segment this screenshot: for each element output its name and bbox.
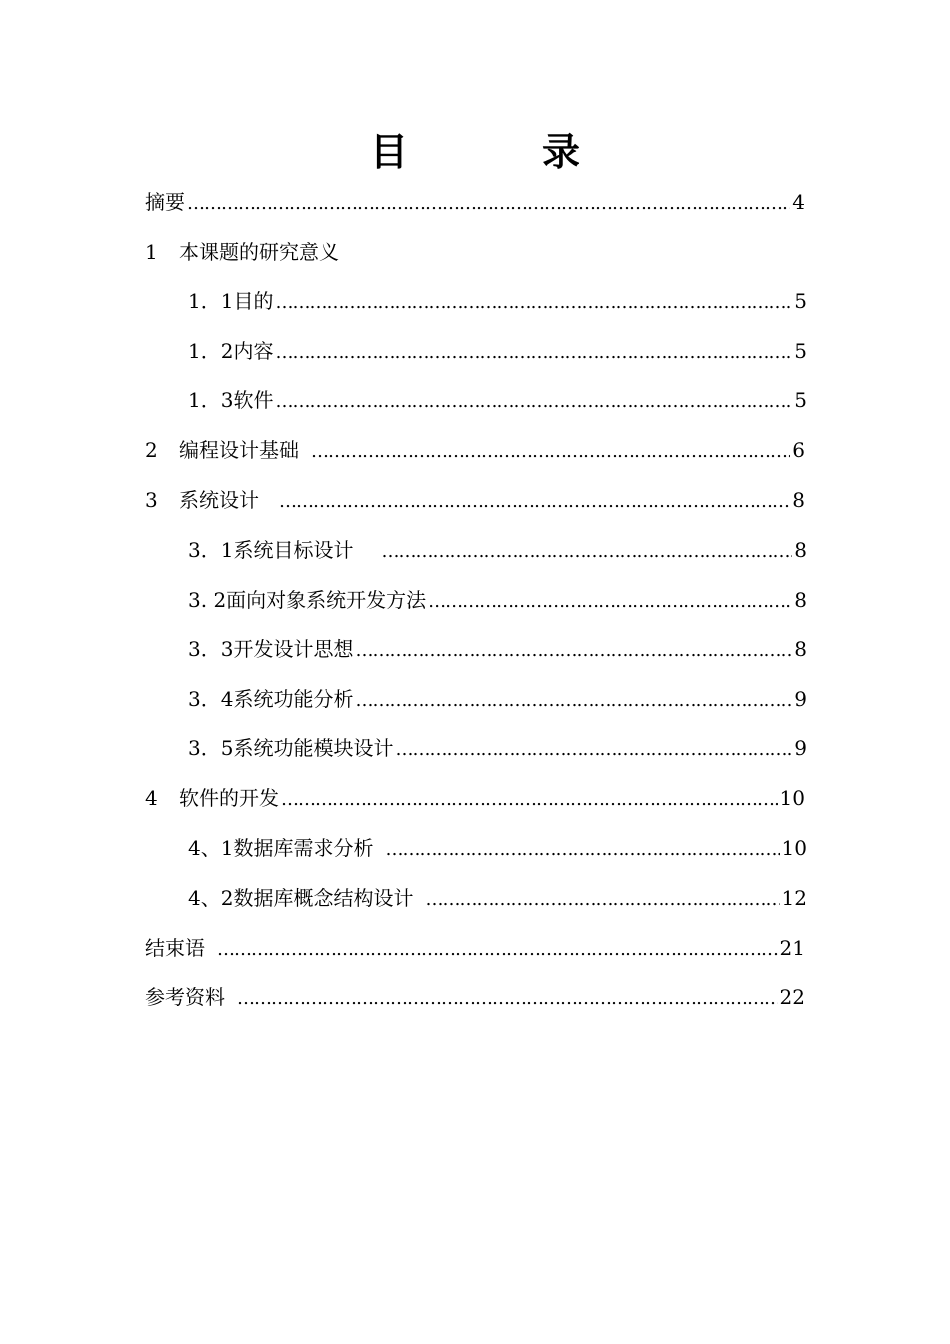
toc-entry-label: 本课题的研究意义: [179, 240, 339, 264]
toc-leader: [355, 635, 792, 667]
toc-entry-1-1[interactable]: [188, 285, 807, 317]
toc-entry-label: 1．3软件: [188, 388, 274, 412]
toc-leader: [275, 337, 792, 369]
toc-entry-1-3[interactable]: [188, 384, 807, 416]
toc-entry-page: 5: [794, 289, 807, 313]
toc-entry-page: 21: [779, 936, 805, 960]
toc-leader: [395, 734, 792, 766]
toc-entry-label: 系统设计: [179, 488, 259, 512]
toc-entry-section-number: 2: [145, 438, 158, 462]
toc-entry-label: 摘要: [145, 190, 185, 214]
toc-leader: [275, 386, 792, 418]
toc-entry-abstract[interactable]: [145, 186, 805, 218]
toc-entry-chapter-4[interactable]: [145, 782, 805, 814]
toc-entry-4-2[interactable]: [188, 882, 807, 914]
toc-entry-page: 5: [794, 388, 807, 412]
toc-entry-page: 10: [781, 836, 807, 860]
toc-entry-label: 编程设计基础: [179, 438, 299, 462]
toc-entry-page: 12: [781, 886, 807, 910]
toc-entry-1-2[interactable]: [188, 335, 807, 367]
toc-leader: [275, 287, 792, 319]
toc-entry-label: 3. 2面向对象系统开发方法: [188, 588, 427, 612]
toc-entry-page: 8: [794, 538, 807, 562]
toc-leader: [217, 934, 778, 966]
toc-entry-references[interactable]: [145, 981, 805, 1013]
toc-leader: [187, 188, 790, 220]
toc-entry-label: 3．5系统功能模块设计: [188, 736, 394, 760]
toc-entry-label: 结束语: [145, 936, 205, 960]
toc-entry-page: 6: [792, 438, 805, 462]
toc-leader: [385, 834, 779, 866]
toc-entry-label: 4、2数据库概念结构设计: [188, 886, 414, 910]
toc-entry-chapter-3[interactable]: [145, 484, 805, 516]
toc-entry-label: 软件的开发: [179, 786, 279, 810]
toc-entry-section-number: 3: [145, 488, 158, 512]
page-title: 目 录: [369, 129, 628, 174]
toc-entry-label: 参考资料: [145, 985, 225, 1009]
toc-leader: [425, 884, 779, 916]
toc-leader: [311, 436, 790, 468]
toc-leader: [381, 536, 792, 568]
toc-entry-label: 1．2内容: [188, 339, 274, 363]
toc-entry-3-2[interactable]: [188, 584, 807, 616]
toc-entry-label: 4、1数据库需求分析: [188, 836, 374, 860]
toc-entry-page: 4: [792, 190, 805, 214]
toc-entry-chapter-1[interactable]: [145, 236, 805, 268]
toc-entry-page: 10: [779, 786, 805, 810]
toc-entry-page: 22: [779, 985, 805, 1009]
toc-leader: [281, 784, 778, 816]
toc-entry-label: 3．1系统目标设计: [188, 538, 354, 562]
toc-entry-section-number: 1: [145, 240, 158, 264]
toc-entry-4-1[interactable]: [188, 832, 807, 864]
toc-entry-conclusion[interactable]: [145, 932, 805, 964]
toc-entry-label: 3．3开发设计思想: [188, 637, 354, 661]
toc-entry-3-5[interactable]: [188, 732, 807, 764]
toc-entry-label: 1．1目的: [188, 289, 274, 313]
toc-entry-chapter-2[interactable]: [145, 434, 805, 466]
toc-leader: [428, 586, 792, 618]
toc-leader: [355, 685, 792, 717]
toc-entry-page: 8: [794, 588, 807, 612]
toc-entry-page: 8: [792, 488, 805, 512]
toc-entry-page: 5: [794, 339, 807, 363]
toc-entry-3-4[interactable]: [188, 683, 807, 715]
toc-entry-3-1[interactable]: [188, 534, 807, 566]
toc-entry-section-number: 4: [145, 786, 158, 810]
toc-entry-page: 8: [794, 637, 807, 661]
toc-entry-label: 3．4系统功能分析: [188, 687, 354, 711]
toc-entry-page: 9: [794, 687, 807, 711]
toc-leader: [279, 486, 790, 518]
toc-entry-3-3[interactable]: [188, 633, 807, 665]
toc-entry-page: 9: [794, 736, 807, 760]
toc-leader: [237, 983, 778, 1015]
